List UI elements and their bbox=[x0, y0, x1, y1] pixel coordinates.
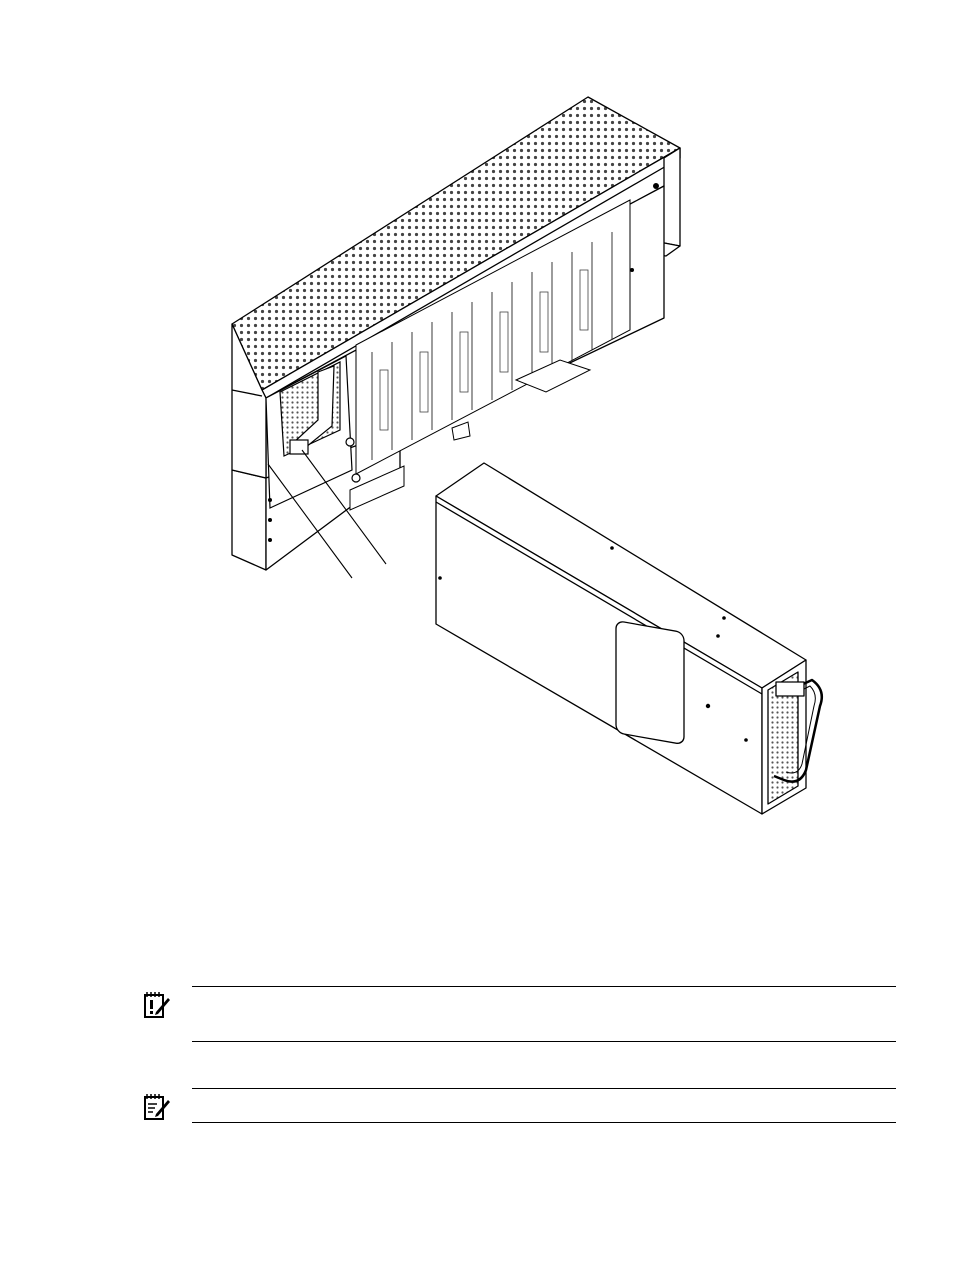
psu-label bbox=[616, 621, 684, 745]
chassis-lower-front bbox=[232, 470, 266, 570]
important-note bbox=[140, 984, 896, 1044]
power-supply-unit bbox=[436, 463, 822, 814]
note-top-rule bbox=[192, 1088, 896, 1089]
important-note-bottom-rule bbox=[192, 1041, 896, 1042]
note-bottom-rule bbox=[192, 1122, 896, 1123]
note bbox=[140, 1086, 896, 1126]
important-notepad-icon bbox=[142, 990, 172, 1020]
note-notepad-icon bbox=[142, 1092, 172, 1122]
important-note-top-rule bbox=[192, 986, 896, 987]
